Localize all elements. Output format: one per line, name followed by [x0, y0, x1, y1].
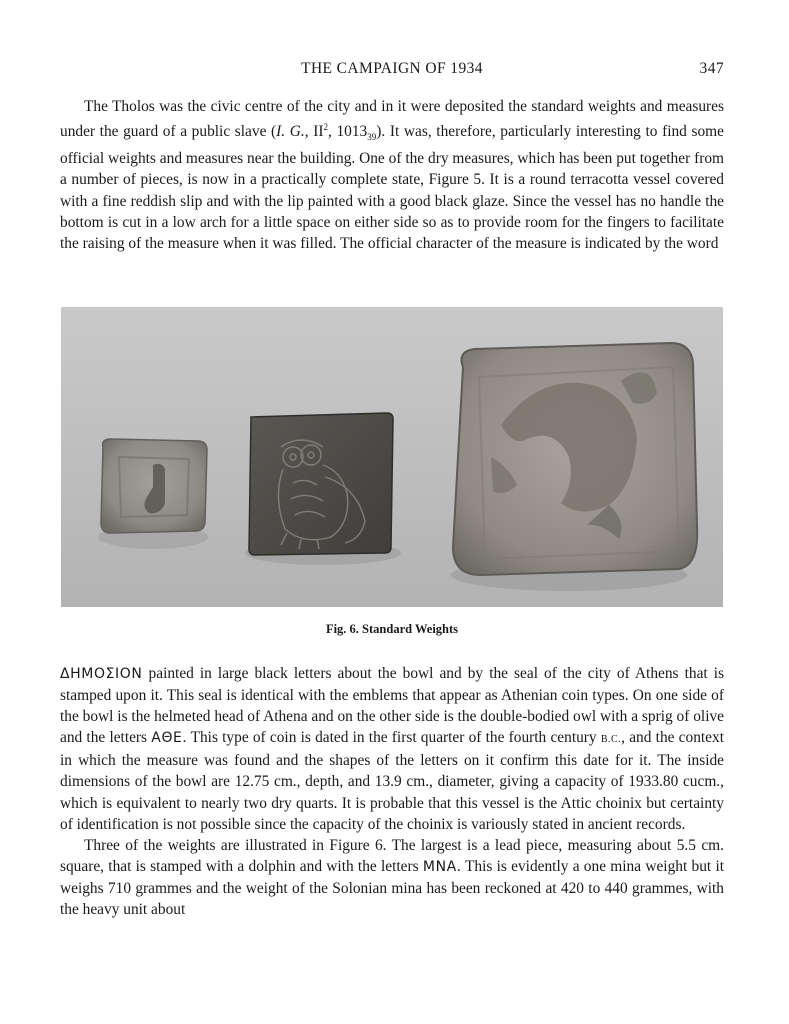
figure-standard-weights: [61, 307, 723, 607]
text-span: , and the context in which the measure was found and the shapes of the letters on it confirm this date for it. The inside dimensions of the bowl are 12.75 cm., depth, and 13.9 cm., diameter, giving a capacity of 1933.80 cucm., which is equivalent to nearly two dry quarts. It is probable that this vessel is the Attic choinix but certainty of identification is not possible since the capacity of the choinix is variously stated in ancient records.: [60, 729, 724, 833]
running-title: THE CAMPAIGN OF 1934: [301, 60, 483, 77]
text-span: ). It was, therefore, particularly interesting to find some official weights and measures near the building. One of the dry measures, which has been put together from a number of pieces, is now in a practically complete state, Figure 5. It is a round terracotta vessel covered with a fine reddish slip and with the lip painted with a good black glaze. Since the vessel has no handle the bottom is cut in a low arch for a little space on either side so as to provide room for the fingers to facilitate the raising of the measure when it was filled. The official character of the measure is indicated by the word: [60, 123, 724, 252]
paragraph-tholos: [60, 96, 724, 254]
small-weight: [101, 439, 207, 533]
text-span: The Tholos was the civic centre of the city and in it were deposited the standard weights and measures under the guard of a public slave (: [60, 98, 724, 141]
figure-caption: Fig. 6. Standard Weights: [325, 622, 459, 636]
paragraph-weights: [60, 835, 724, 920]
weights-photograph: [61, 307, 723, 607]
citation-ig: I. G.: [276, 123, 305, 141]
text-block-top: [60, 96, 724, 254]
greek-letters-mna: ΜΝΑ: [422, 858, 457, 875]
subscript: 39: [367, 132, 377, 143]
greek-word-demosion: ΔΗΜΟΣΙΟΝ: [60, 666, 143, 682]
text-block-bottom: [60, 663, 724, 920]
text-span: Three of the weights are illustrated in Figure 6. The largest is a lead piece, measuring about 5.5 cm. square, that is stamped with a dolphin and with the letters: [60, 836, 724, 875]
running-head: [60, 60, 724, 82]
owl-weight: [249, 413, 393, 555]
lead-weight-dolphin: [453, 343, 697, 575]
page-number: 347: [699, 60, 724, 77]
greek-letters-athe: ΑΘΕ: [151, 730, 183, 747]
text-span: , 1013: [327, 123, 368, 141]
text-span: painted in large black letters about the bowl and by the seal of the city of Athens that is stamped upon it. This seal is identical with the emblems that appear as Athenian coin types. On one side of the bowl is the helmeted head of Athena and on the other side is the double-bodied owl with a sprig of olive and the letters: [60, 665, 724, 747]
text-span: . This type of coin is dated in the first quarter of the fourth century: [182, 729, 601, 747]
paragraph-demosion: [60, 663, 724, 835]
era-abbreviation: B.C.: [600, 734, 622, 746]
text-span: . This is evidently a one mina weight but it weighs 710 grammes and the weight of the Solonian mina has been reckoned at 420 to 440 grammes, with the heavy unit about: [60, 857, 725, 919]
superscript: 2: [323, 122, 328, 133]
text-span: , II: [304, 123, 324, 141]
